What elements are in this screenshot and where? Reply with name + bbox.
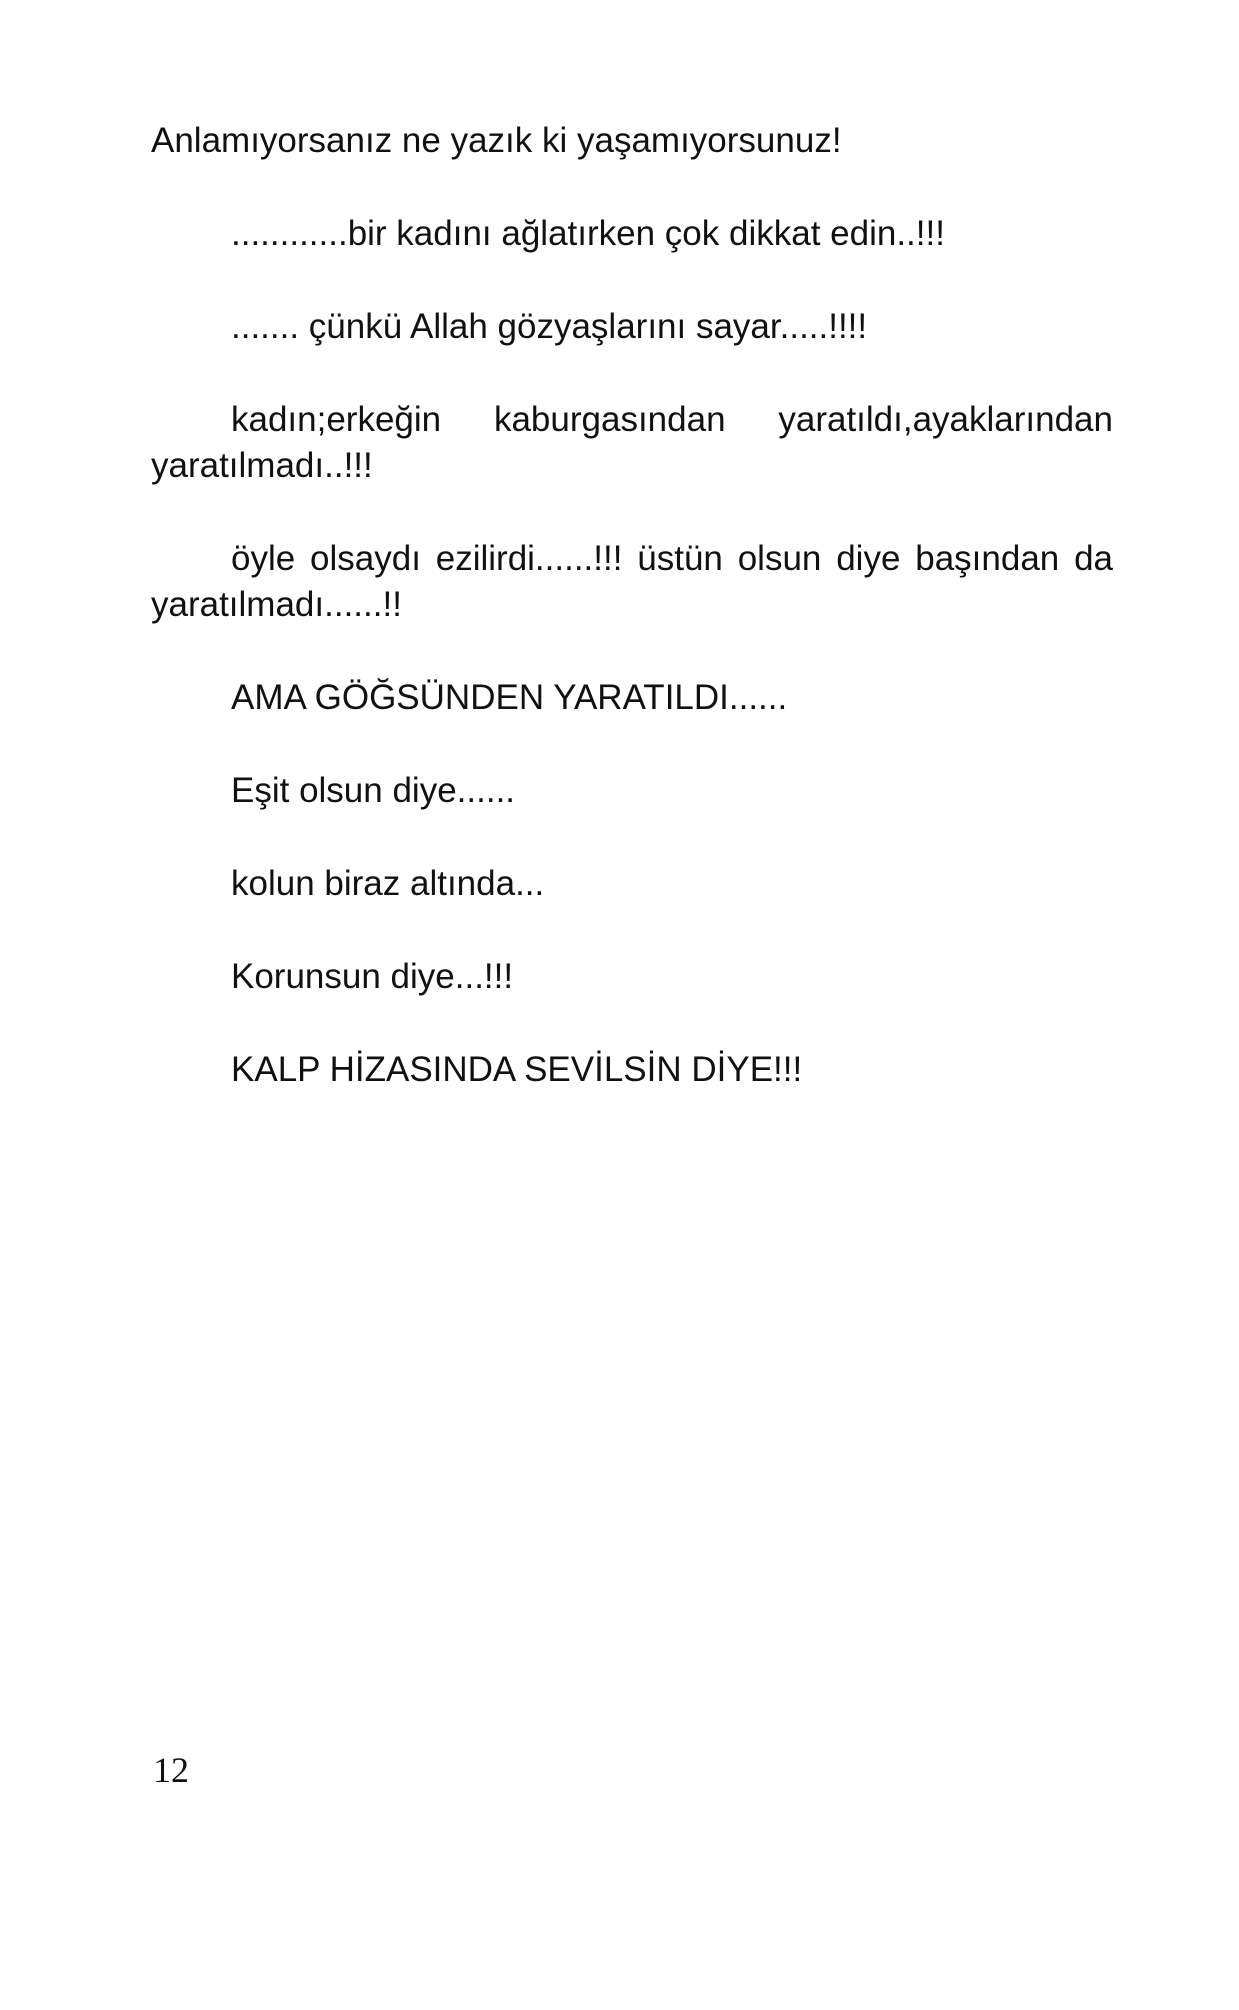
page-body: [151, 118, 1113, 1140]
paragraph-4: kadın;erkeğin kaburgasından yaratıldı,ayaklarından yaratılmadı..!!!: [151, 400, 1113, 485]
paragraph-9: Korunsun diye...!!!: [231, 957, 514, 996]
page-number: 12: [153, 1750, 189, 1790]
paragraph-6: AMA GÖĞSÜNDEN YARATILDI......: [231, 678, 788, 717]
paragraph-7: Eşit olsun diye......: [231, 771, 516, 810]
paragraph-5: öyle olsaydı ezilirdi......!!! üstün olsun diye başından da yaratılmadı......!!: [151, 539, 1113, 624]
paragraph-1: Anlamıyorsanız ne yazık ki yaşamıyorsunuz!: [151, 121, 842, 160]
paragraph-3: ....... çünkü Allah gözyaşlarını sayar.....!!!!: [231, 307, 868, 346]
paragraph-2: ............bir kadını ağlatırken çok dikkat edin..!!!: [231, 214, 945, 253]
paragraph-8: kolun biraz altında...: [231, 864, 545, 903]
paragraph-10: KALP HİZASINDA SEVİLSİN DİYE!!!: [231, 1050, 803, 1089]
